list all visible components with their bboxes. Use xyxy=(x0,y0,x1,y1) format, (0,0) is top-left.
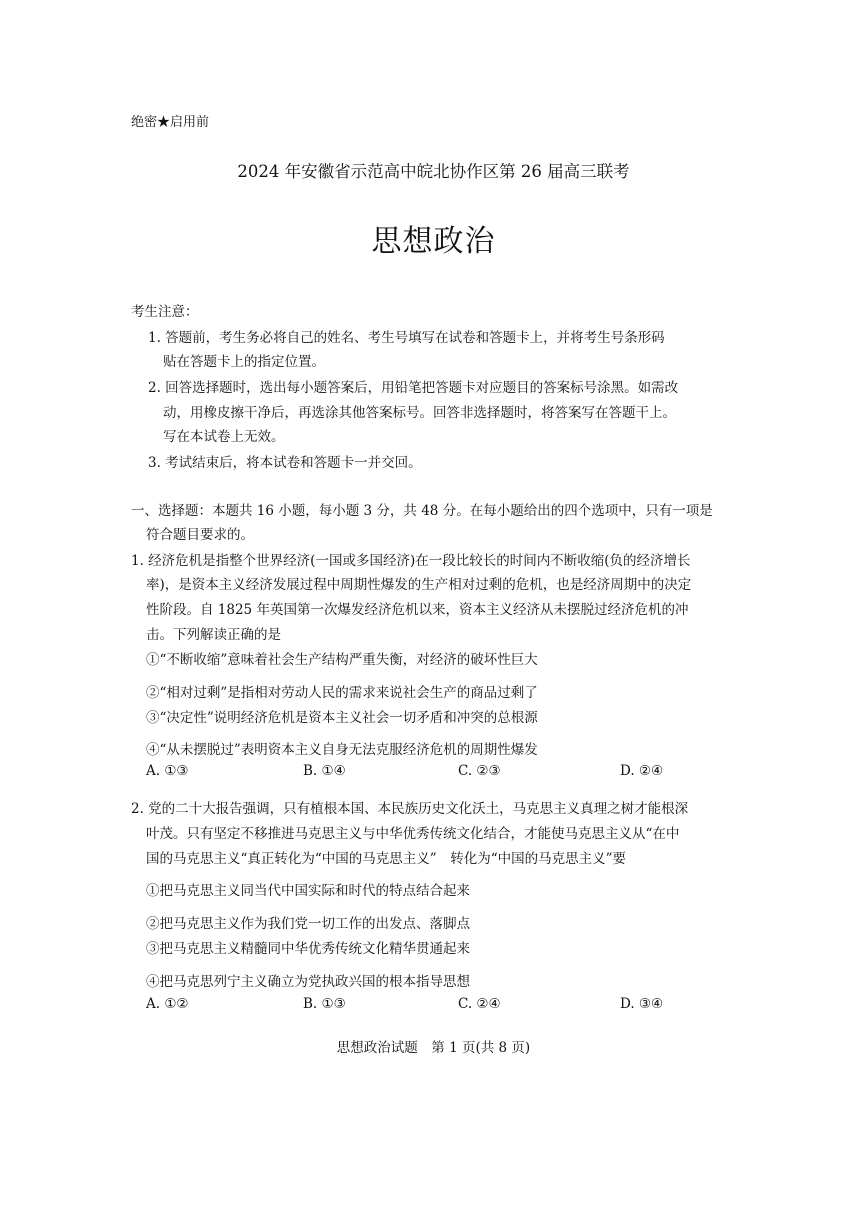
question-2-choice-b: B. ①③ xyxy=(303,996,346,1012)
question-2-stem-line-1: 2. 党的二十大报告强调，只有植根本国、本民族历史文化沃土，马克思主义真理之树才能根深 xyxy=(131,801,689,817)
notice-title: 考生注意： xyxy=(131,304,199,320)
notice-item-1-line-2: 贴在答题卡上的指定位置。 xyxy=(163,354,325,370)
section-heading-line-2: 符合题目要求的。 xyxy=(146,527,254,543)
confidential-label: 绝密★启用前 xyxy=(131,115,210,130)
question-2-stem-line-2: 叶茂。只有坚定不移推进马克思主义与中华优秀传统文化结合，才能使马克思主义从“在中 xyxy=(146,826,680,842)
question-2-statement-3: ③把马克思主义精髓同中华优秀传统文化精华贯通起来 xyxy=(146,941,470,957)
question-1-statement-3: ③“决定性”说明经济危机是资本主义社会一切矛盾和冲突的总根源 xyxy=(146,710,538,726)
question-2-statement-4: ④把马克思列宁主义确立为党执政兴国的根本指导思想 xyxy=(146,974,470,990)
notice-item-2-line-1: 2. 回答选择题时，选出每小题答案后，用铅笔把答题卡对应题目的答案标号涂黑。如需改 xyxy=(148,380,679,396)
question-1-stem-line-1: 1. 经济危机是指整个世界经济(一国或多国经济)在一段比较长的时间内不断收缩(负的经济增长 xyxy=(131,553,691,569)
exam-title: 2024 年安徽省示范高中皖北协作区第 26 届高三联考 xyxy=(237,162,630,181)
notice-item-1-line-1: 1. 答题前，考生务必将自己的姓名、考生号填写在试卷和答题卡上，并将考生号条形码 xyxy=(148,330,665,346)
notice-item-3: 3. 考试结束后，将本试卷和答题卡一并交回。 xyxy=(148,455,422,471)
question-1-stem-line-2: 率)，是资本主义经济发展过程中周期性爆发的生产相对过剩的危机，也是经济周期中的决定 xyxy=(146,577,692,593)
question-1-choice-c: C. ②③ xyxy=(458,763,501,779)
question-2-choice-a: A. ①② xyxy=(146,996,189,1012)
page-footer: 思想政治试题 第 1 页(共 8 页) xyxy=(336,1040,531,1056)
question-2-choice-d: D. ③④ xyxy=(620,996,664,1012)
question-1-statement-2: ②“相对过剩”是指相对劳动人民的需求来说社会生产的商品过剩了 xyxy=(146,685,538,701)
question-2-choice-c: C. ②④ xyxy=(458,996,501,1012)
notice-item-2-line-2: 动，用橡皮擦干净后，再选涂其他答案标号。回答非选择题时，将答案写在答题干上。 xyxy=(163,405,676,421)
question-1-choice-d: D. ②④ xyxy=(620,763,664,779)
subject-title: 思想政治 xyxy=(371,224,496,259)
section-heading-line-1: 一、选择题：本题共 16 小题，每小题 3 分，共 48 分。在每小题给出的四个选项中，只有一项是 xyxy=(131,503,713,519)
question-1-statement-4: ④“从未摆脱过”表明资本主义自身无法克服经济危机的周期性爆发 xyxy=(146,742,538,758)
question-1-statement-1: ①“不断收缩”意味着社会生产结构严重失衡，对经济的破坏性巨大 xyxy=(146,652,538,668)
question-1-stem-line-4: 击。下列解读正确的是 xyxy=(146,627,281,643)
question-2-statement-2: ②把马克思主义作为我们党一切工作的出发点、落脚点 xyxy=(146,916,470,932)
question-2-statement-1: ①把马克思主义同当代中国实际和时代的特点结合起来 xyxy=(146,883,470,899)
question-1-choice-b: B. ①④ xyxy=(303,763,346,779)
question-1-stem-line-3: 性阶段。自 1825 年英国第一次爆发经济危机以来，资本主义经济从未摆脱过经济危机的冲 xyxy=(146,602,689,618)
question-2-stem-line-3: 国的马克思主义“真正转化为“中国的马克思主义” 转化为“中国的马克思主义”要 xyxy=(146,851,627,867)
notice-item-2-line-3: 写在本试卷上无效。 xyxy=(163,429,285,445)
question-1-choice-a: A. ①③ xyxy=(146,763,189,779)
